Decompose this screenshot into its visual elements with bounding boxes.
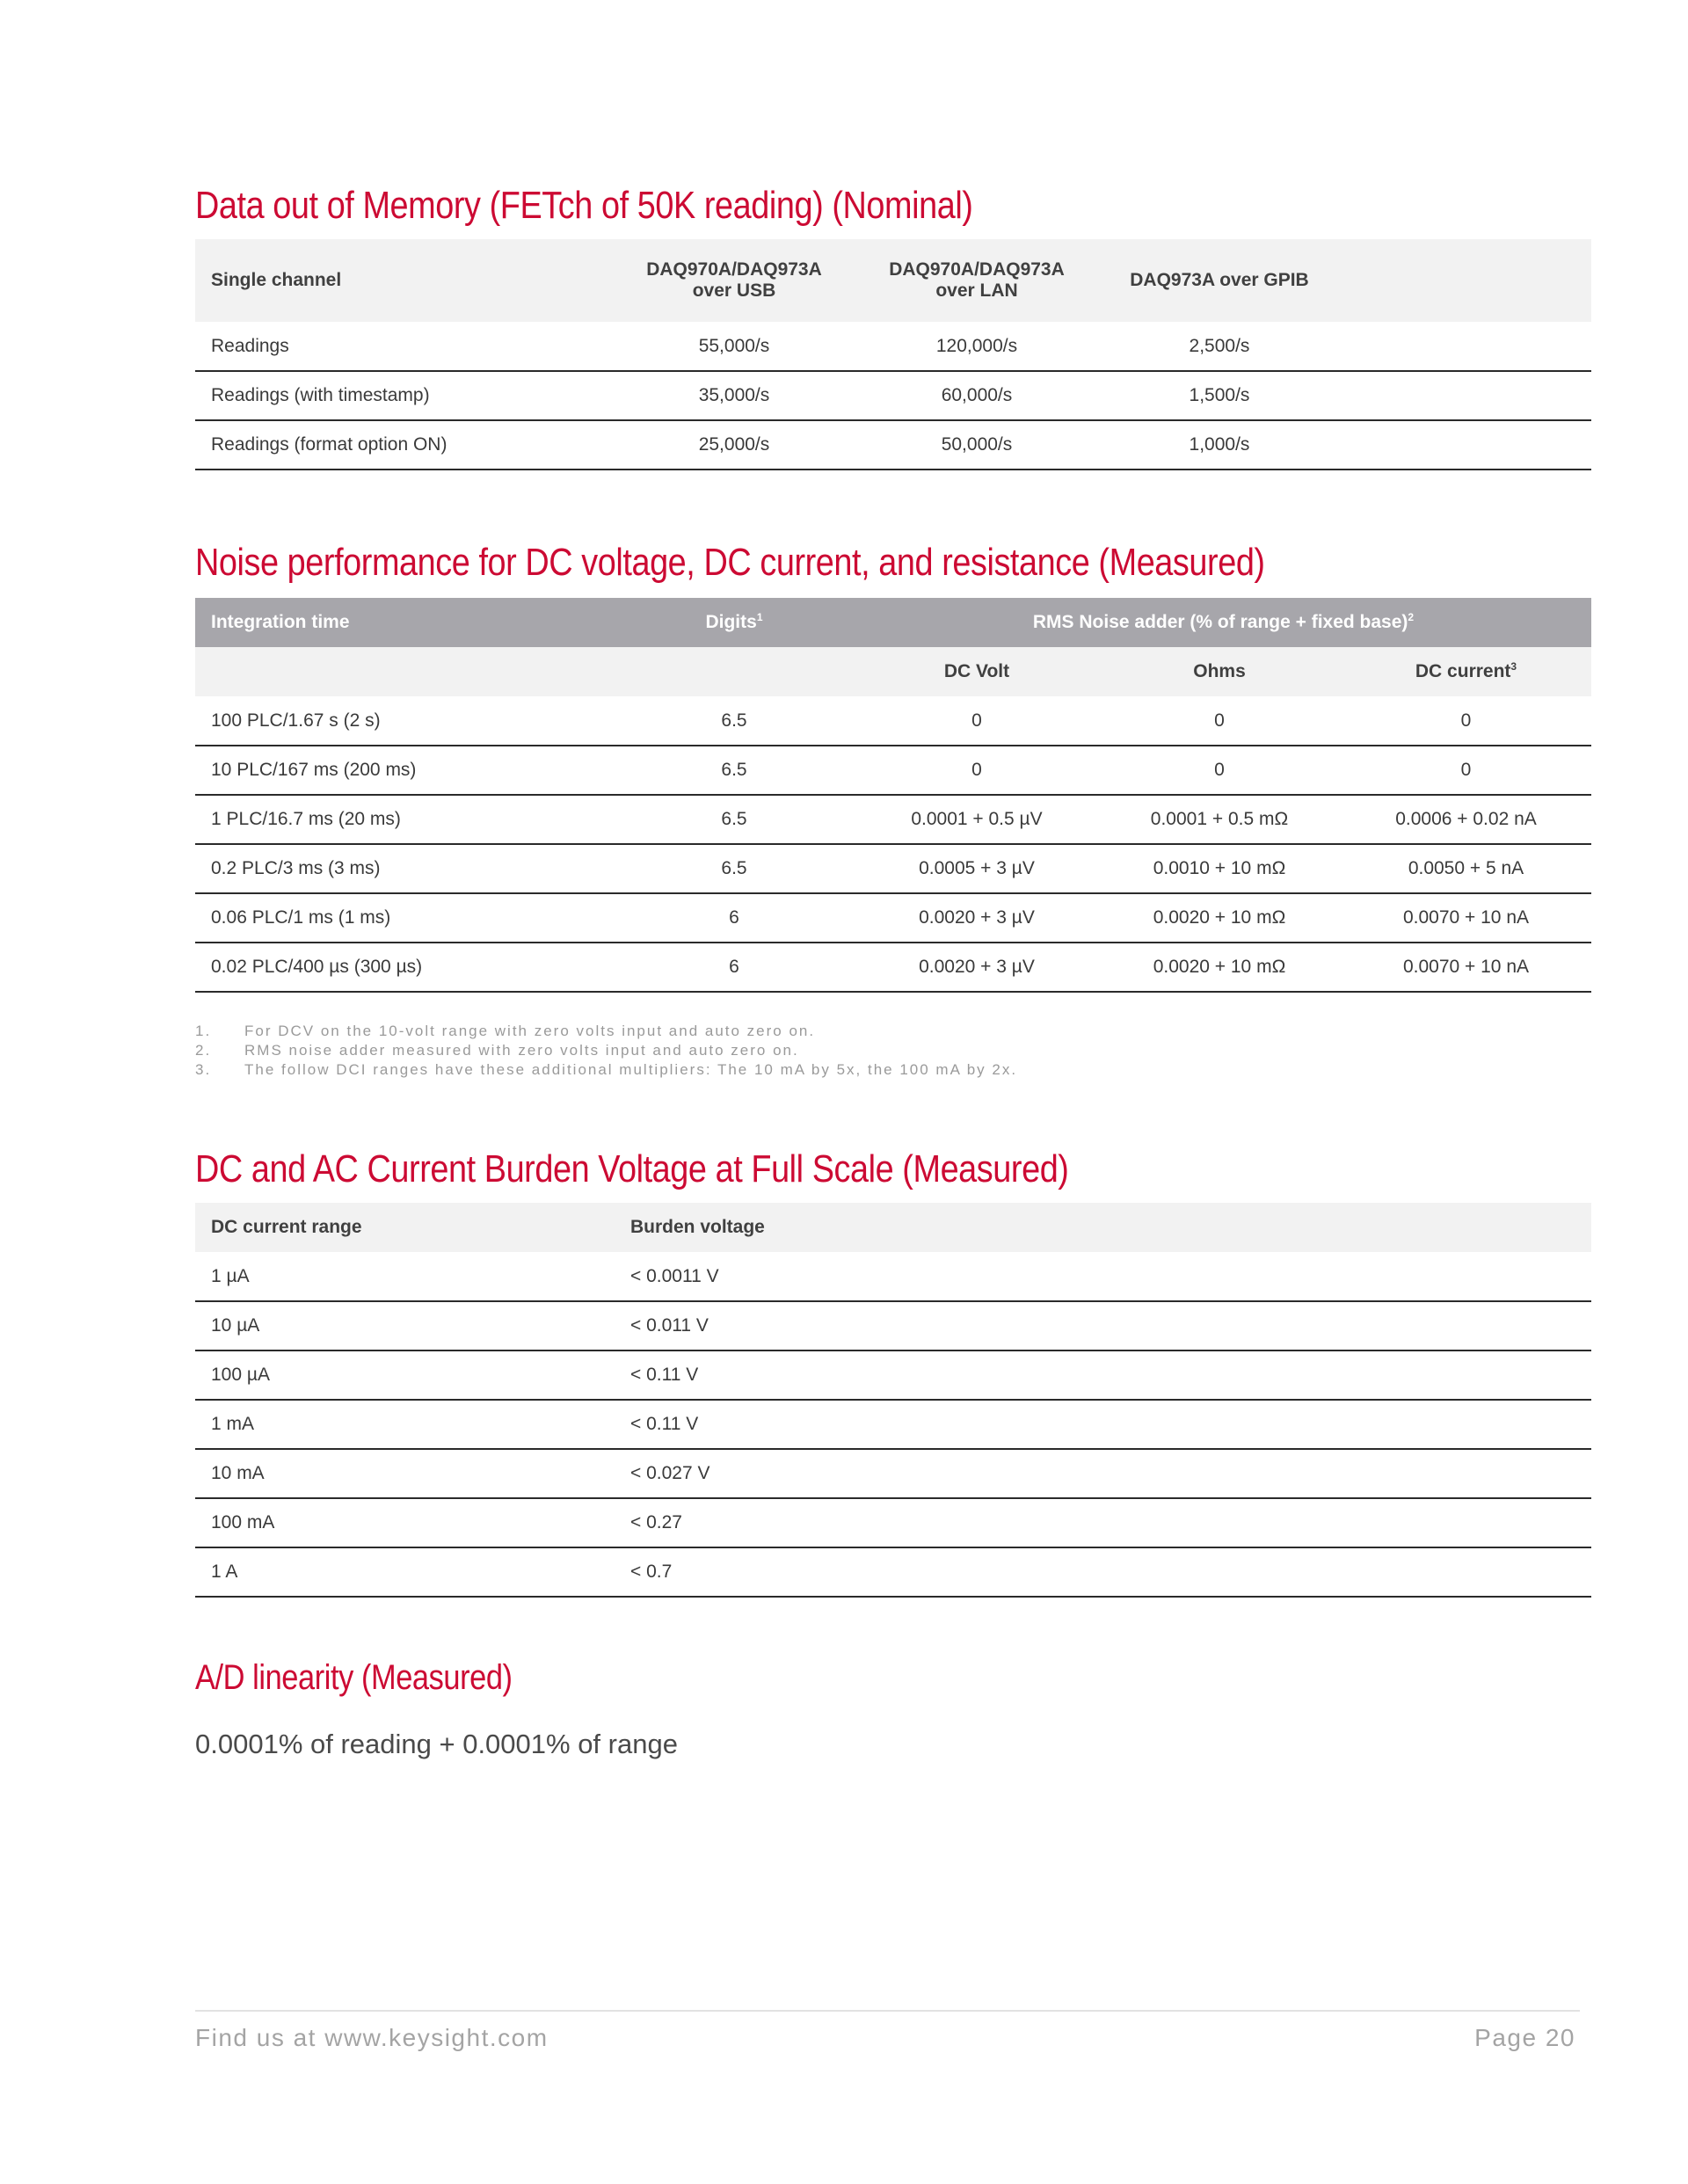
table-cell: 120,000/s [855,322,1098,371]
table-cell: Readings [195,322,613,371]
linearity-value: 0.0001% of reading + 0.0001% of range [195,1729,678,1759]
table-cell: 1 PLC/16.7 ms (20 ms) [195,795,613,844]
table-cell: 0.0001 + 0.5 mΩ [1098,795,1341,844]
table-cell: 0.0020 + 3 µV [855,943,1098,992]
table-cell: 1 A [195,1547,615,1597]
noise-header-digits: Digits$^1$ [613,598,855,647]
noise-section-title: Noise performance for DC voltage, DC current, and resistance (Measured) [195,541,1265,584]
table-cell: < 0.0011 V [615,1252,1591,1301]
noise-subheader-ohms: Ohms [1098,647,1341,696]
table-cell: 0.0005 + 3 µV [855,844,1098,893]
table-cell [1341,322,1591,371]
burden-table-row [195,1449,1591,1498]
memory-table [195,239,1591,470]
table-cell: 0.0020 + 3 µV [855,893,1098,943]
table-cell: 0.0010 + 10 mΩ [1098,844,1341,893]
table-cell: 0 [1098,696,1341,746]
noise-table [195,598,1591,993]
table-cell: 0 [855,746,1098,795]
noise-table-row [195,696,1591,746]
noise-table-row [195,746,1591,795]
table-cell: 0.2 PLC/3 ms (3 ms) [195,844,613,893]
table-cell: 0.0020 + 10 mΩ [1098,893,1341,943]
footnote-item [195,1041,1017,1060]
burden-header-cell: DC current range [195,1203,615,1252]
noise-subheader-blank [613,647,855,696]
table-cell: 50,000/s [855,420,1098,470]
footnote-text: The follow DCI ranges have these additional multipliers: The 10 mA by 5x, the 100 mA by 2x. [244,1061,1018,1078]
burden-section-title: DC and AC Current Burden Voltage at Full Scale (Measured) [195,1147,1069,1190]
memory-header-cell: DAQ973A over GPIB [1098,239,1341,322]
memory-table-row [195,371,1591,420]
burden-table [195,1203,1591,1598]
memory-table-row [195,322,1591,371]
burden-table-row [195,1252,1591,1301]
footer-page-number: Page 20 [1474,2024,1575,2051]
memory-section-title: Data out of Memory (FETch of 50K reading) (Nominal) [195,184,973,227]
noise-subheader-dccurrent: DC current$^3$ [1341,647,1591,696]
table-cell: 0.0070 + 10 nA [1341,943,1591,992]
table-cell: 1,000/s [1098,420,1341,470]
table-cell: 10 µA [195,1301,615,1350]
table-cell: 1 mA [195,1400,615,1449]
table-cell: 2,500/s [1098,322,1341,371]
table-cell: < 0.011 V [615,1301,1591,1350]
memory-header-cell [1341,239,1591,322]
table-cell: < 0.7 [615,1547,1591,1597]
noise-subheader-blank [195,647,613,696]
table-cell: 0.02 PLC/400 µs (300 µs) [195,943,613,992]
linearity-section-title: A/D linearity (Measured) [195,1658,513,1697]
memory-header-cell: DAQ970A/DAQ973A over USB [613,239,855,322]
burden-table-row [195,1301,1591,1350]
footnote-number: 3. [195,1061,212,1078]
table-cell: < 0.11 V [615,1400,1591,1449]
table-cell: 100 µA [195,1350,615,1400]
table-cell: < 0.027 V [615,1449,1591,1498]
burden-header-cell: Burden voltage [615,1203,1591,1252]
noise-header-rms: RMS Noise adder (% of range + fixed base)$^2$ [855,598,1591,647]
footer-website: Find us at www.keysight.com [195,2024,549,2051]
table-cell: 0.0020 + 10 mΩ [1098,943,1341,992]
table-cell: 100 PLC/1.67 s (2 s) [195,696,613,746]
noise-table-row [195,795,1591,844]
burden-table-row [195,1350,1591,1400]
table-cell: 6.5 [613,696,855,746]
noise-table-row [195,844,1591,893]
table-cell: 10 mA [195,1449,615,1498]
table-cell: Readings (format option ON) [195,420,613,470]
footnote-text: RMS noise adder measured with zero volts input and auto zero on. [244,1042,799,1059]
noise-table-subheader [195,647,1591,696]
noise-header-integration: Integration time [195,598,613,647]
table-cell: 6.5 [613,844,855,893]
table-cell: 0 [1341,696,1591,746]
table-cell: 100 mA [195,1498,615,1547]
footnote-text: For DCV on the 10-volt range with zero volts input and auto zero on. [244,1023,816,1039]
footer-divider [195,2010,1580,2012]
table-cell: 10 PLC/167 ms (200 ms) [195,746,613,795]
table-cell: 0.0001 + 0.5 µV [855,795,1098,844]
footnote-ref: 2 [1408,611,1415,623]
memory-table-row [195,420,1591,470]
table-cell: 1,500/s [1098,371,1341,420]
noise-table-header [195,598,1591,647]
memory-header-cell: Single channel [195,239,613,322]
burden-table-row [195,1498,1591,1547]
footnote-item [195,1060,1017,1080]
table-cell: < 0.11 V [615,1350,1591,1400]
table-cell: 25,000/s [613,420,855,470]
footnote-number: 2. [195,1042,212,1059]
burden-table-row [195,1547,1591,1597]
table-cell [1341,420,1591,470]
table-cell: 0.0006 + 0.02 nA [1341,795,1591,844]
table-cell: < 0.27 [615,1498,1591,1547]
table-cell: 55,000/s [613,322,855,371]
table-cell: 6 [613,943,855,992]
noise-table-row [195,893,1591,943]
table-cell: 60,000/s [855,371,1098,420]
burden-table-row [195,1400,1591,1449]
table-cell: 6.5 [613,795,855,844]
table-cell: 0 [1098,746,1341,795]
table-cell: 6.5 [613,746,855,795]
table-cell: 0 [1341,746,1591,795]
noise-subheader-dcvolt: DC Volt [855,647,1098,696]
table-cell: 35,000/s [613,371,855,420]
table-cell: 0.0070 + 10 nA [1341,893,1591,943]
footnote-ref: 3 [1510,660,1517,673]
footnote-item [195,1022,1017,1041]
table-cell: 0 [855,696,1098,746]
noise-footnotes [195,1022,1017,1080]
table-cell: 6 [613,893,855,943]
footnote-ref: 1 [756,611,763,623]
table-cell: Readings (with timestamp) [195,371,613,420]
table-cell: 0.06 PLC/1 ms (1 ms) [195,893,613,943]
footnote-number: 1. [195,1023,212,1039]
memory-header-cell: DAQ970A/DAQ973A over LAN [855,239,1098,322]
table-cell: 1 µA [195,1252,615,1301]
table-cell: 0.0050 + 5 nA [1341,844,1591,893]
table-cell [1341,371,1591,420]
noise-table-row [195,943,1591,992]
burden-table-header [195,1203,1591,1252]
memory-table-header [195,239,1591,322]
